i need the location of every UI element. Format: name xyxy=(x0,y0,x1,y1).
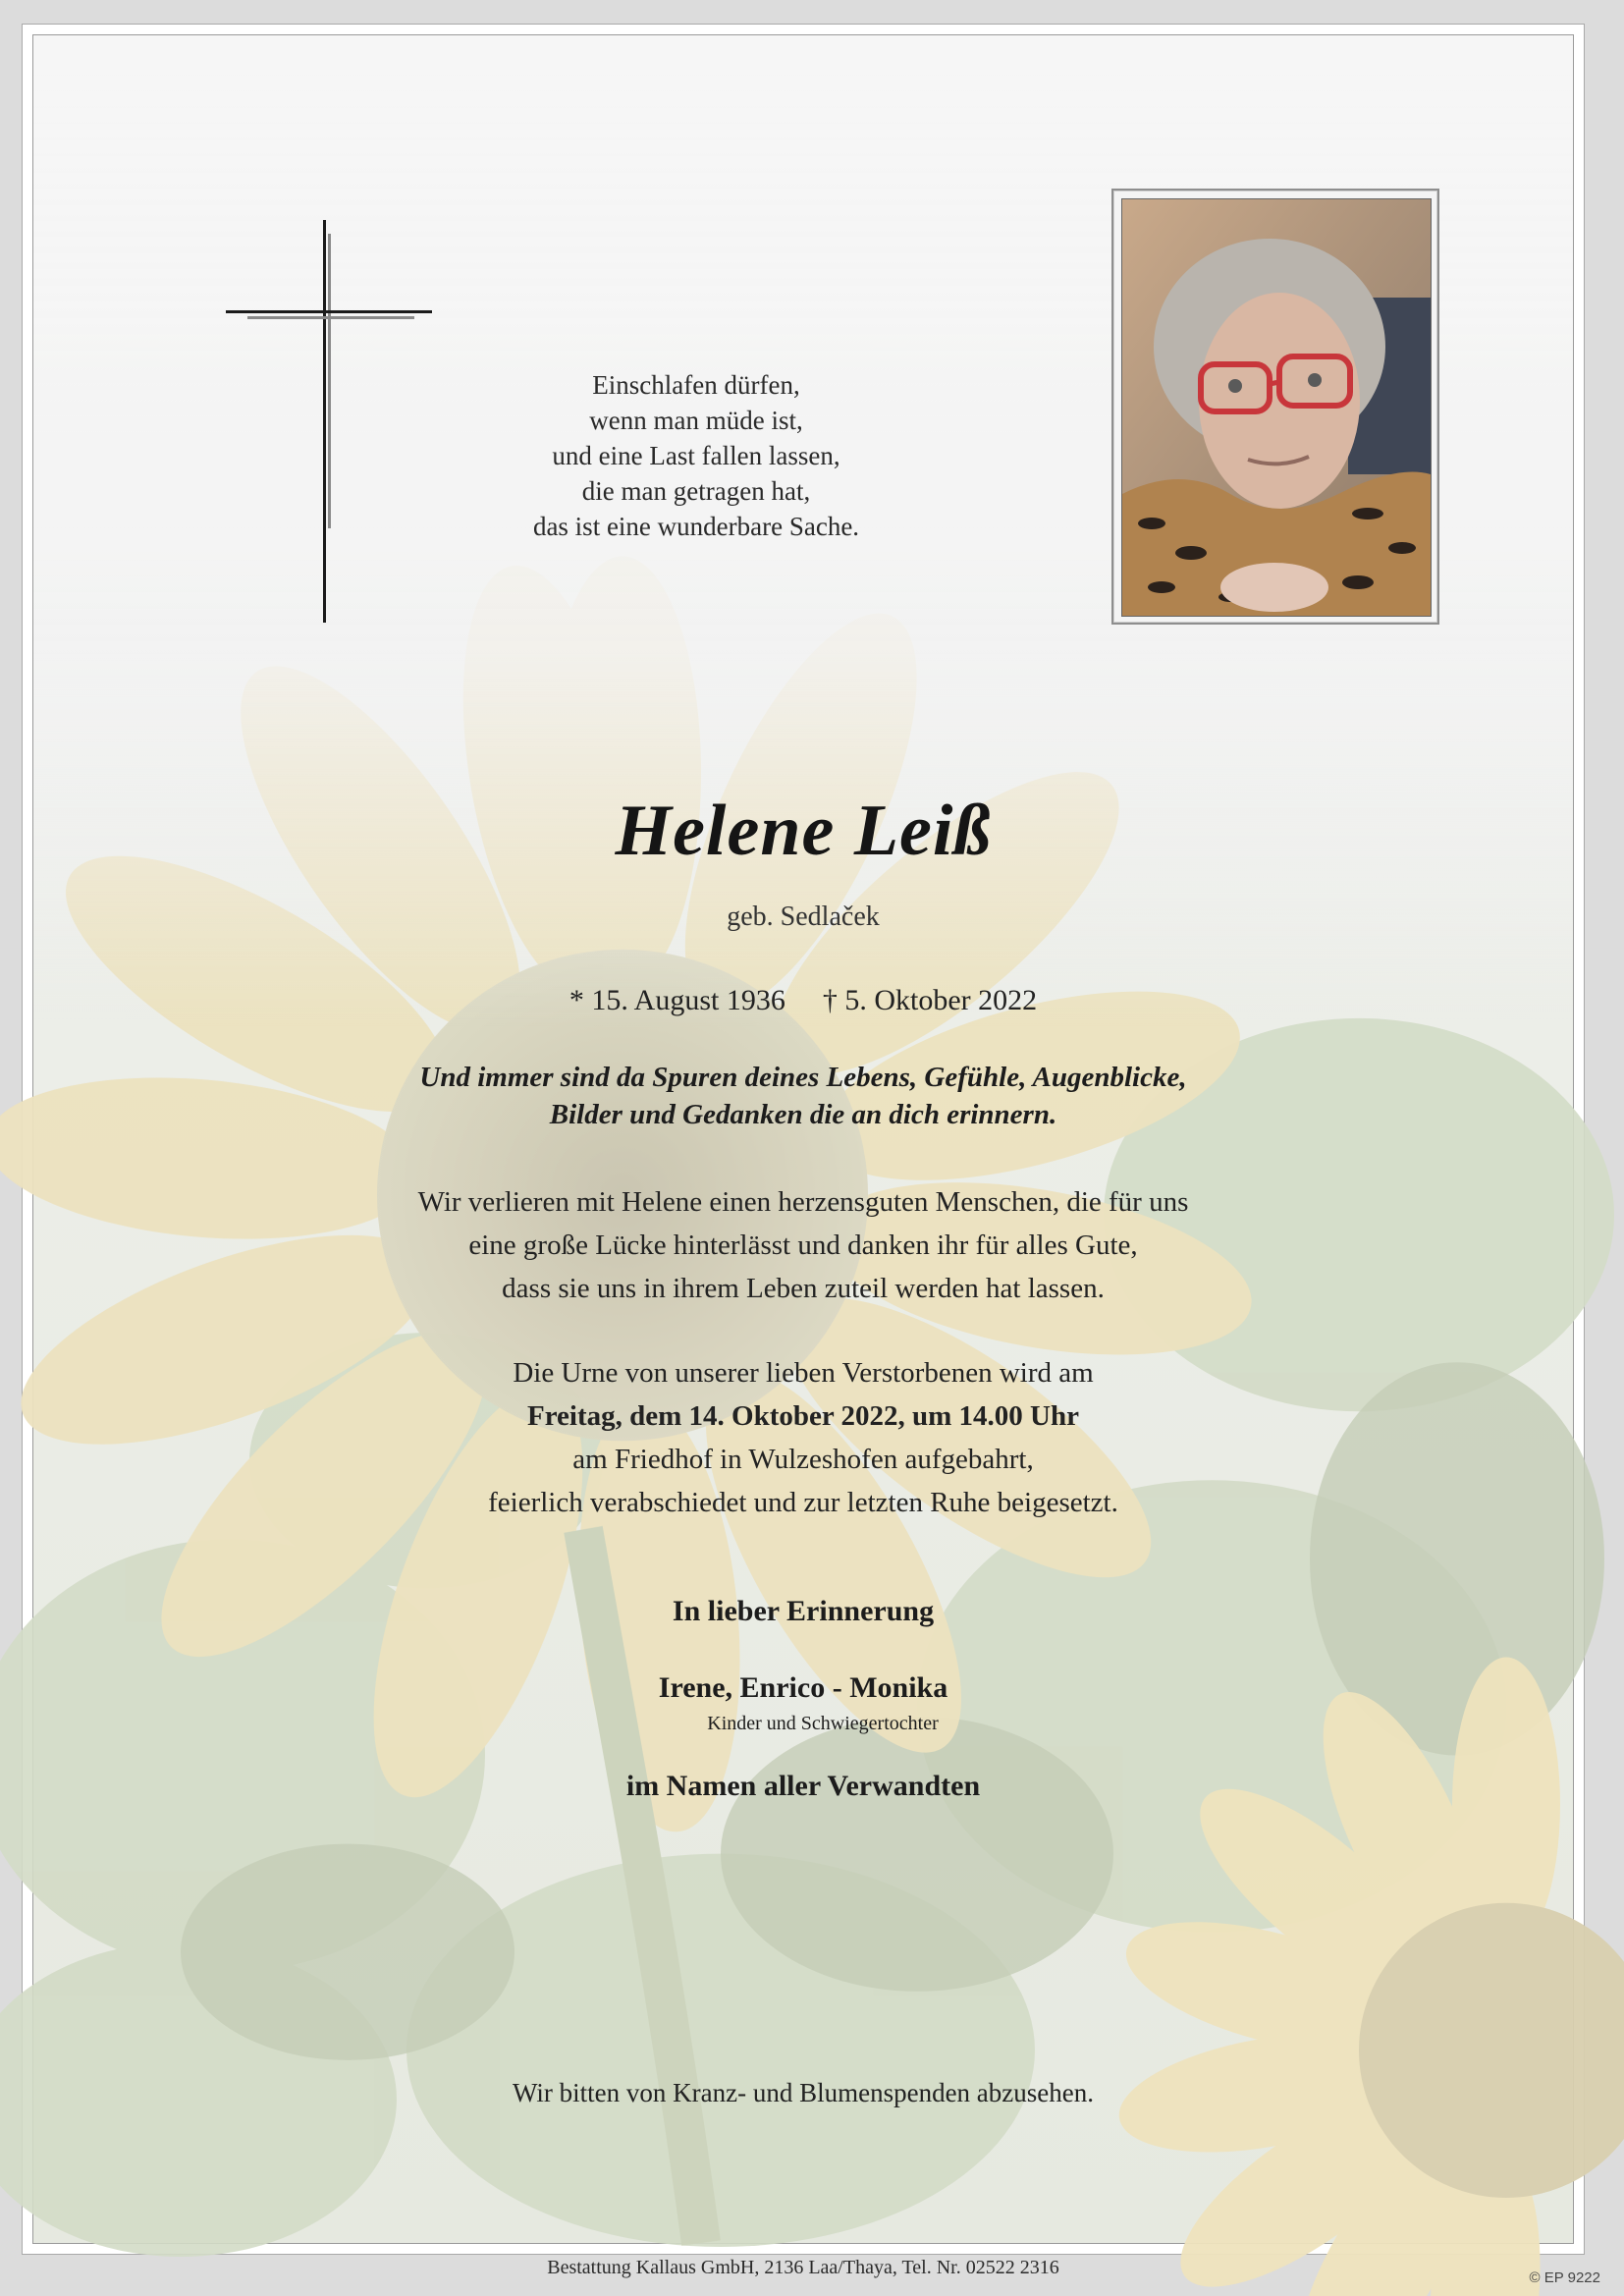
relatives-closing: im Namen aller Verwandten xyxy=(625,1770,981,1802)
remembrance-title: In lieber Erinnerung xyxy=(672,1595,935,1627)
farewell-message xyxy=(33,1180,1573,1310)
mourner-names: Irene, Enrico - Monika xyxy=(658,1671,948,1704)
quote-line: Und immer sind da Spuren deines Lebens, Gefühle, Augenblicke, xyxy=(419,1062,1187,1093)
cross-icon xyxy=(226,220,432,623)
message-line: dass sie uns in ihrem Leben zuteil werden hat lassen. xyxy=(502,1273,1105,1304)
ceremony-line: feierlich verabschiedet und zur letzten Ruhe beigesetzt. xyxy=(488,1487,1118,1518)
template-code: © EP 9222 xyxy=(1529,2269,1600,2286)
memorial-quote xyxy=(33,1059,1573,1133)
ceremony-date: Freitag, dem 14. Oktober 2022, um 14.00 Uhr xyxy=(527,1400,1079,1432)
verse-line: Einschlafen dürfen, xyxy=(592,370,800,400)
life-dates xyxy=(33,984,1573,1017)
quote-line: Bilder und Gedanken die an dich erinnern. xyxy=(549,1099,1057,1130)
obituary-sheet xyxy=(22,24,1585,2278)
ceremony-line: Die Urne von unserer lieben Verstorbenen wird am xyxy=(513,1357,1094,1389)
message-line: Wir verlieren mit Helene einen herzensguten Menschen, die für uns xyxy=(417,1186,1189,1218)
birth-date: * 15. August 1936 xyxy=(568,984,785,1016)
message-line: eine große Lücke hinterlässt und danken ihr für alles Gute, xyxy=(468,1230,1138,1261)
portrait-photo xyxy=(1121,198,1432,617)
deceased-name: Helene Leiß xyxy=(615,791,992,871)
maiden-name: geb. Sedlaček xyxy=(727,902,880,932)
death-date: † 5. Oktober 2022 xyxy=(822,984,1038,1016)
portrait-frame xyxy=(1111,189,1439,625)
verse-line: und eine Last fallen lassen, xyxy=(552,441,840,470)
donation-request: Wir bitten von Kranz- und Blumenspenden abzusehen. xyxy=(513,2078,1094,2107)
verse-line: wenn man müde ist, xyxy=(589,406,803,435)
ceremony-line: am Friedhof in Wulzeshofen aufgebahrt, xyxy=(572,1444,1034,1475)
ceremony-info xyxy=(33,1351,1573,1524)
funeral-home-footer: Bestattung Kallaus GmbH, 2136 Laa/Thaya, Tel. Nr. 02522 2316 xyxy=(547,2257,1059,2278)
verse-line: das ist eine wunderbare Sache. xyxy=(532,512,860,541)
poem-verse xyxy=(485,367,907,544)
verse-line: die man getragen hat, xyxy=(581,476,811,506)
inner-frame xyxy=(32,34,1574,2278)
mourner-relation: Kinder und Schwiegertochter xyxy=(707,1713,939,1734)
